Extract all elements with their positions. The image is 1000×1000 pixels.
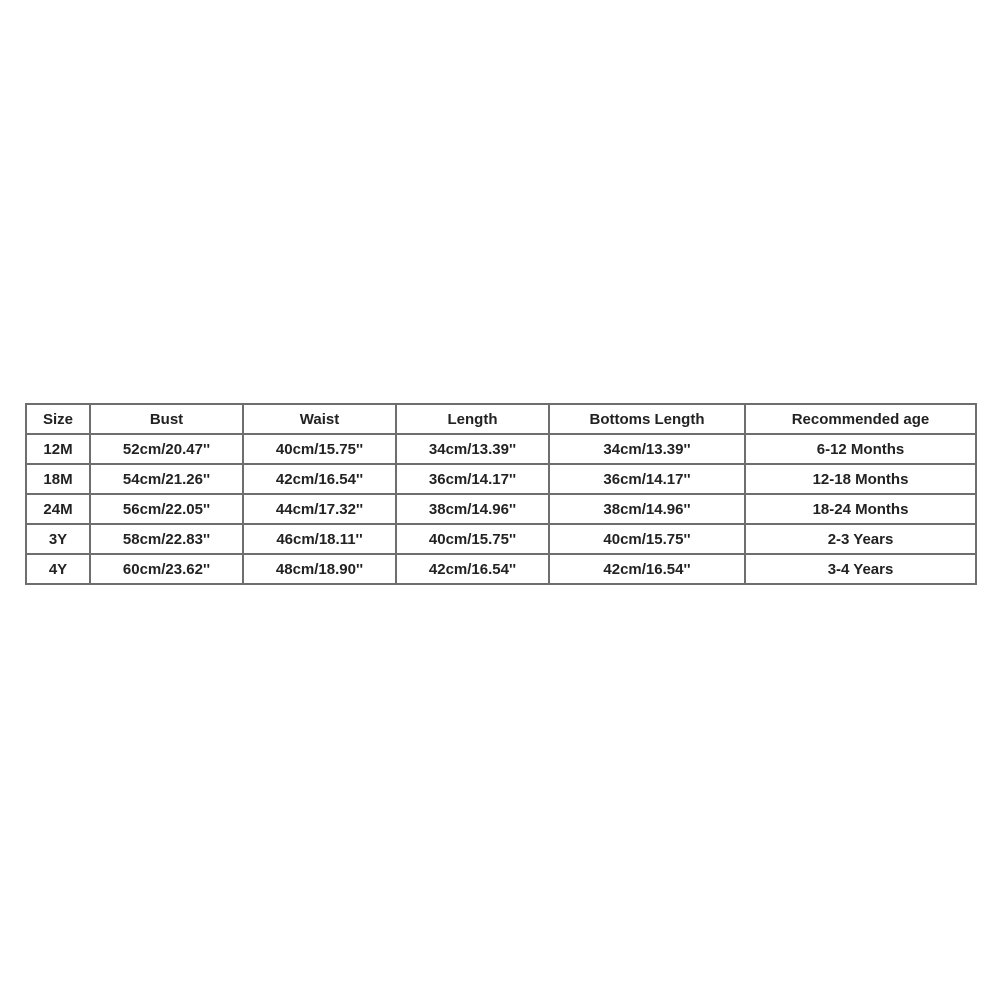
cell-bottoms-length: 40cm/15.75'' [549, 524, 745, 554]
cell-recommended-age: 18-24 Months [745, 494, 976, 524]
cell-bust: 60cm/23.62'' [90, 554, 243, 584]
cell-bust: 56cm/22.05'' [90, 494, 243, 524]
table-row [26, 554, 976, 584]
cell-bust: 58cm/22.83'' [90, 524, 243, 554]
cell-waist: 40cm/15.75'' [243, 434, 396, 464]
cell-recommended-age: 3-4 Years [745, 554, 976, 584]
cell-size: 3Y [26, 524, 90, 554]
cell-waist: 44cm/17.32'' [243, 494, 396, 524]
table-row [26, 434, 976, 464]
table-row [26, 494, 976, 524]
table-header-row [26, 404, 976, 434]
cell-bust: 54cm/21.26'' [90, 464, 243, 494]
header-recommended-age: Recommended age [745, 404, 976, 434]
cell-bottoms-length: 38cm/14.96'' [549, 494, 745, 524]
header-bust: Bust [90, 404, 243, 434]
cell-recommended-age: 6-12 Months [745, 434, 976, 464]
cell-length: 34cm/13.39'' [396, 434, 549, 464]
cell-recommended-age: 2-3 Years [745, 524, 976, 554]
table-row [26, 524, 976, 554]
cell-size: 4Y [26, 554, 90, 584]
cell-length: 42cm/16.54'' [396, 554, 549, 584]
cell-length: 40cm/15.75'' [396, 524, 549, 554]
cell-length: 38cm/14.96'' [396, 494, 549, 524]
header-bottoms-length: Bottoms Length [549, 404, 745, 434]
table-row [26, 464, 976, 494]
cell-waist: 42cm/16.54'' [243, 464, 396, 494]
header-length: Length [396, 404, 549, 434]
cell-bust: 52cm/20.47'' [90, 434, 243, 464]
header-waist: Waist [243, 404, 396, 434]
cell-recommended-age: 12-18 Months [745, 464, 976, 494]
header-size: Size [26, 404, 90, 434]
cell-waist: 46cm/18.11'' [243, 524, 396, 554]
cell-size: 18M [26, 464, 90, 494]
size-chart-table [25, 403, 977, 585]
cell-bottoms-length: 42cm/16.54'' [549, 554, 745, 584]
cell-length: 36cm/14.17'' [396, 464, 549, 494]
cell-bottoms-length: 36cm/14.17'' [549, 464, 745, 494]
cell-size: 24M [26, 494, 90, 524]
cell-waist: 48cm/18.90'' [243, 554, 396, 584]
cell-bottoms-length: 34cm/13.39'' [549, 434, 745, 464]
cell-size: 12M [26, 434, 90, 464]
